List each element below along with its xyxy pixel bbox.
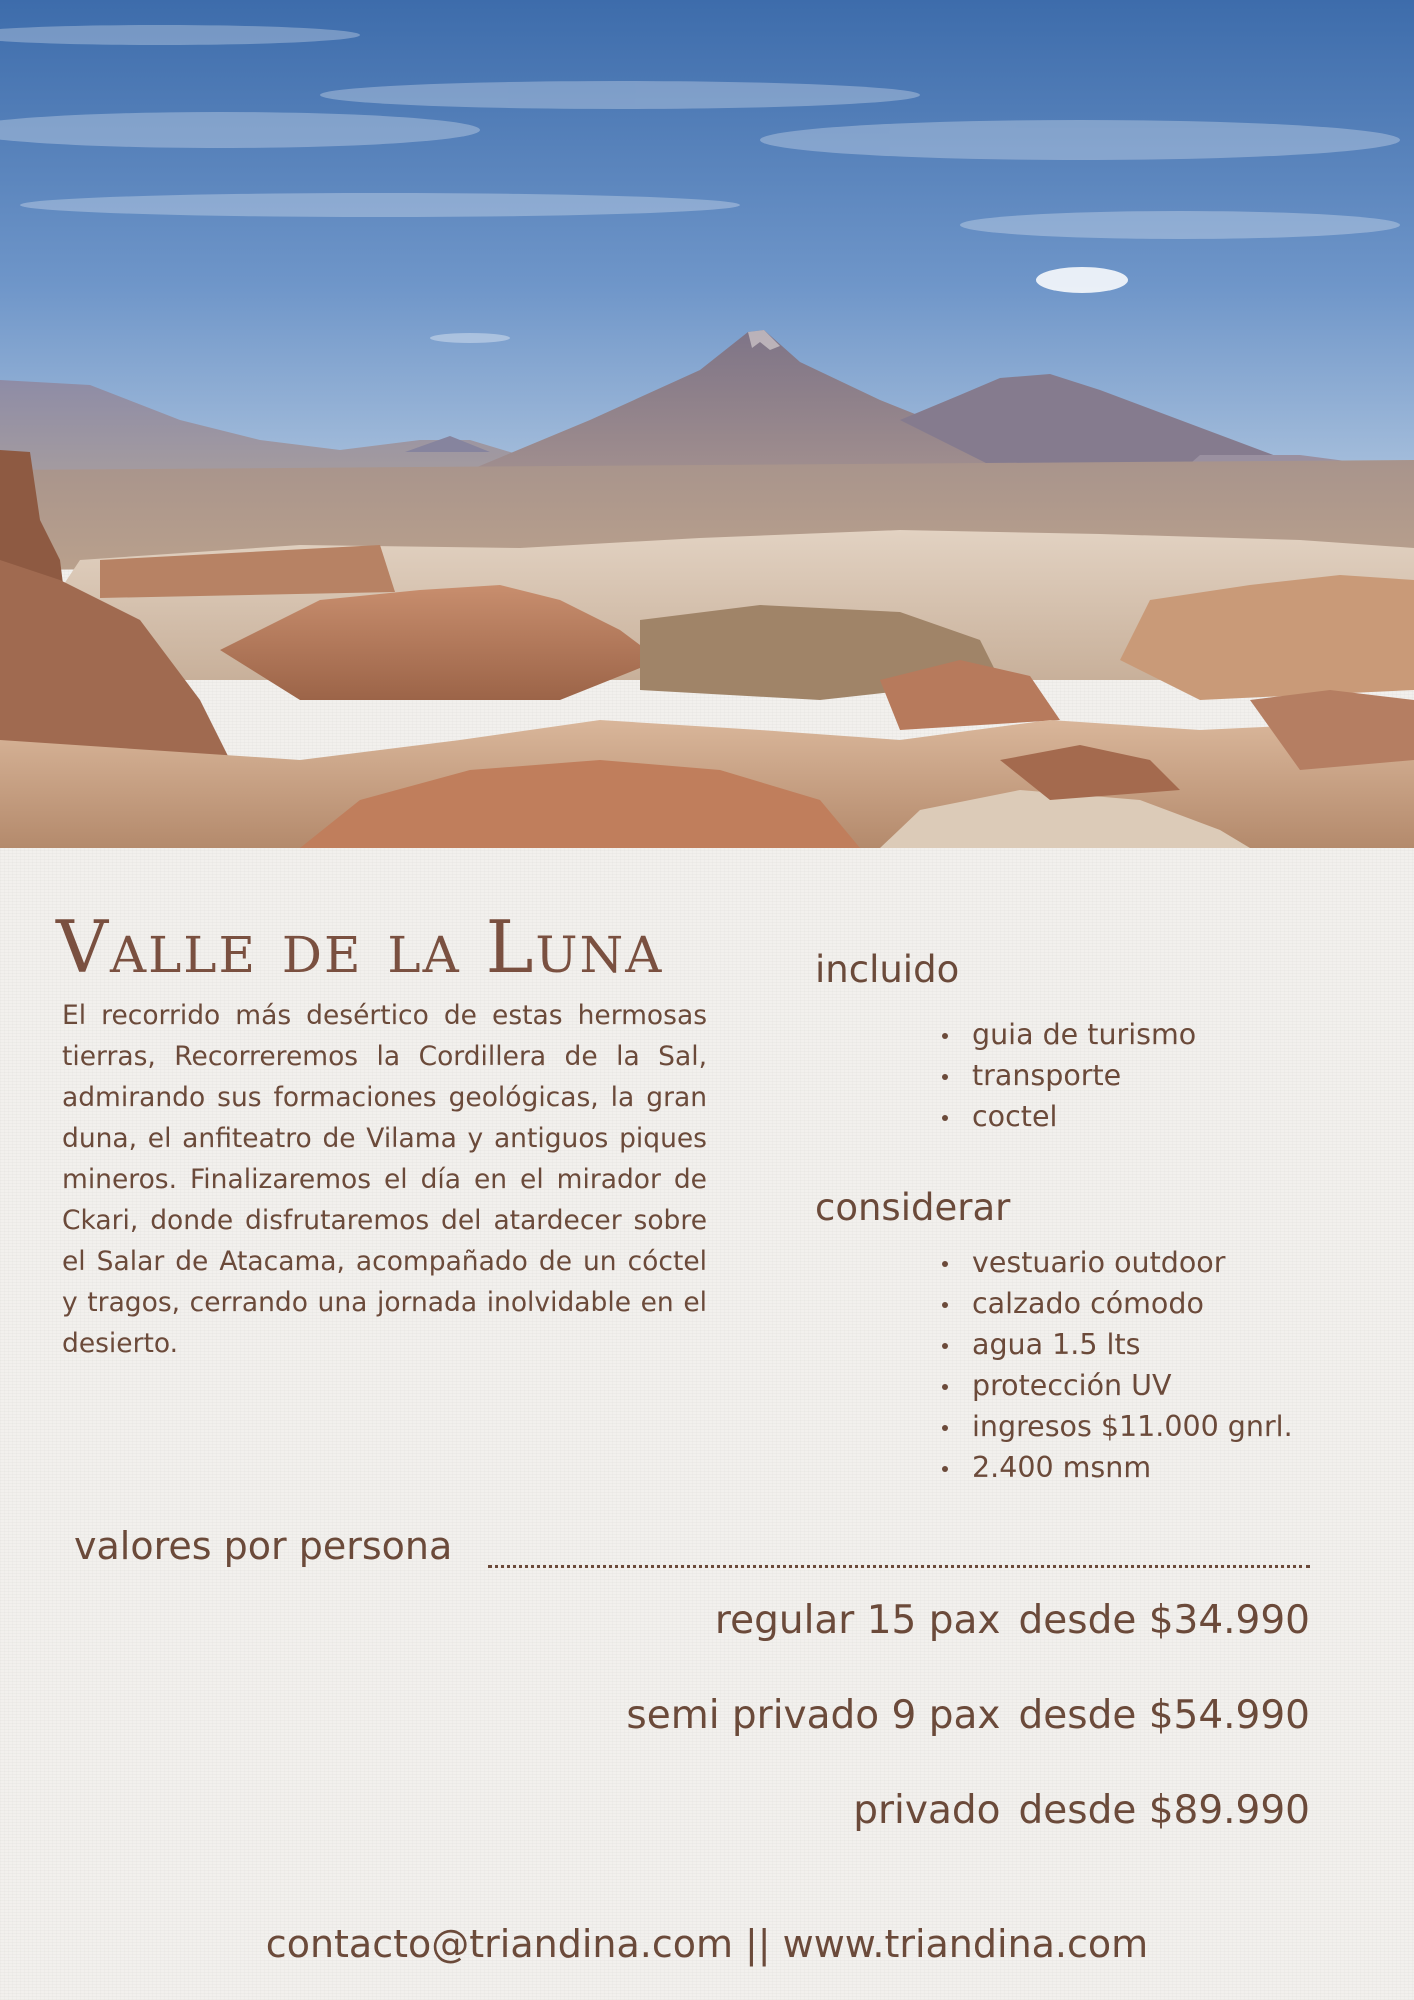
price-value: desde $89.990: [1018, 1788, 1310, 1833]
price-value: desde $34.990: [1018, 1598, 1310, 1643]
hero-photo: [0, 0, 1414, 848]
consider-list: [942, 1242, 1293, 1488]
list-item: calzado cómodo: [942, 1283, 1293, 1324]
contact-email-link[interactable]: contacto@triandina.com: [265, 1922, 733, 1966]
price-row-semi-private: [626, 1693, 1310, 1738]
list-item: ingresos $11.000 gnrl.: [942, 1406, 1293, 1447]
list-item: protección UV: [942, 1365, 1293, 1406]
list-item: guia de turismo: [942, 1014, 1196, 1055]
website-link[interactable]: www.triandina.com: [782, 1922, 1149, 1966]
price-value: desde $54.990: [1018, 1693, 1310, 1738]
price-label: semi privado 9 pax: [626, 1693, 1001, 1738]
included-list: [942, 1014, 1196, 1137]
list-item: agua 1.5 lts: [942, 1324, 1293, 1365]
dotted-divider: [488, 1565, 1310, 1568]
list-item: transporte: [942, 1055, 1196, 1096]
tour-description: El recorrido más desértico de estas hermosas tierras, Recorreremos la Cordillera de la Sal, admirando sus formaciones geológicas, la gran duna, el anfiteatro de Vilama y antiguos piques mineros. Finalizaremos el día en el mirador de Ckari, donde disfrutaremos del atardecer sobre el Salar de Atacama, acompañado de un cóctel y tragos, cerrando una jornada inolvidable en el desierto.: [62, 1000, 707, 1359]
desert-volcano-landscape-photo: [0, 0, 1414, 848]
price-row-private: [853, 1788, 1310, 1833]
contact-footer: [0, 1922, 1414, 1966]
prices-heading: valores por persona: [74, 1524, 453, 1568]
page-title: Valle de la Luna: [56, 905, 664, 989]
list-item: coctel: [942, 1096, 1196, 1137]
list-item: vestuario outdoor: [942, 1242, 1293, 1283]
consider-heading: considerar: [815, 1186, 1011, 1229]
price-label: regular 15 pax: [714, 1598, 1001, 1643]
price-row-regular: [715, 1598, 1310, 1643]
price-label: privado: [853, 1788, 1001, 1833]
included-heading: incluido: [815, 948, 960, 991]
footer-separator: ||: [745, 1922, 771, 1966]
list-item: 2.400 msnm: [942, 1447, 1293, 1488]
